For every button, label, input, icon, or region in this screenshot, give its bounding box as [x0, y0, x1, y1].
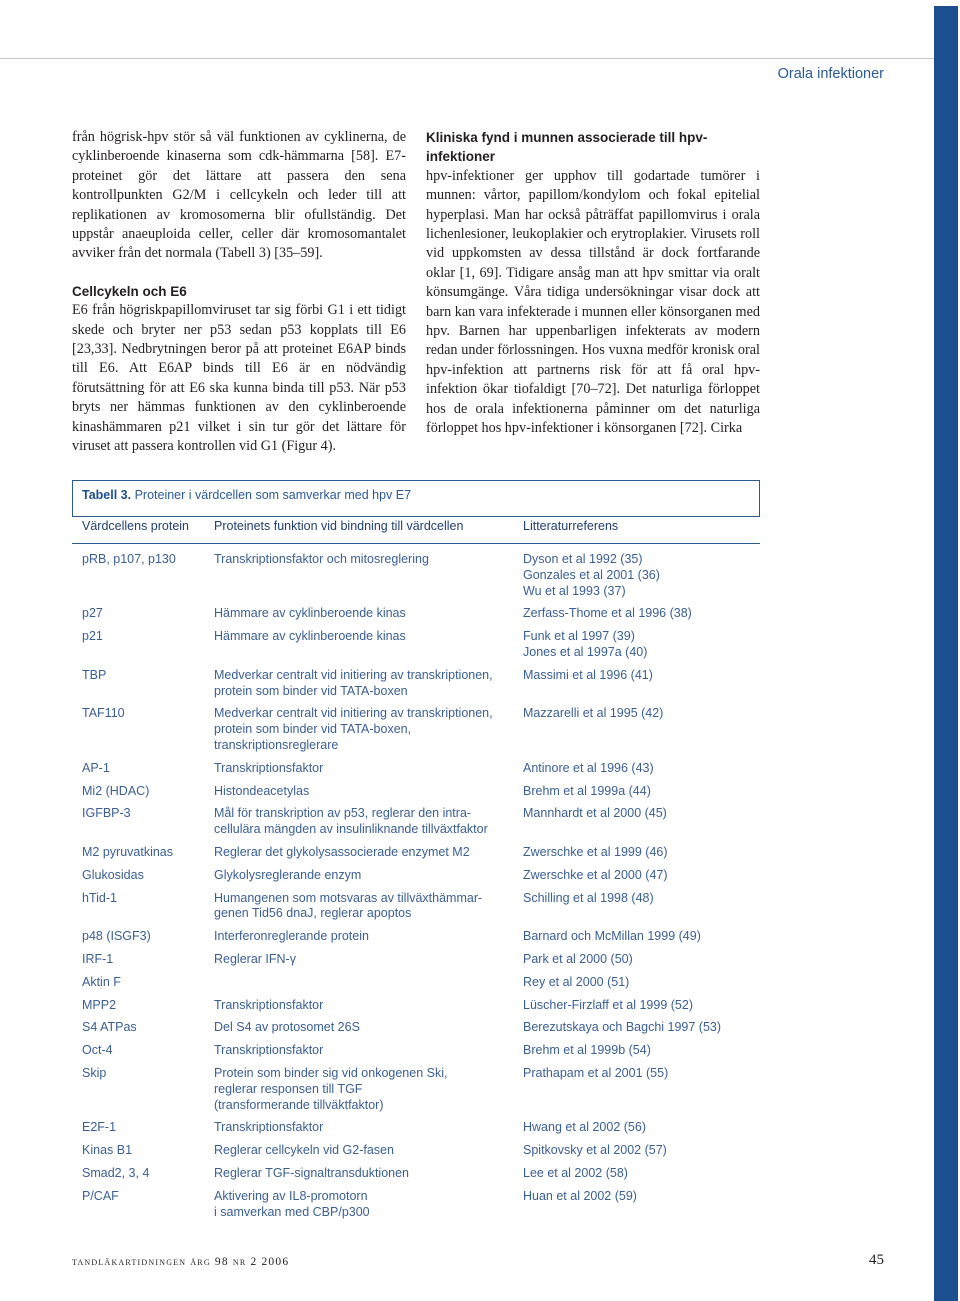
- cell-function: Humangenen som motsvaras av tillväxthämmar- genen Tid56 dnaJ, reglerar apoptos: [214, 890, 483, 921]
- cell-reference: Dyson et al 1992 (35) Gonzales et al 2001 (36) Wu et al 1993 (37): [523, 552, 660, 598]
- cell-function: Hämmare av cyklinberoende kinas: [214, 629, 406, 644]
- cell-protein: Mi2 (HDAC): [82, 783, 150, 798]
- table-row: [72, 552, 760, 599]
- cell-protein: p27: [82, 606, 103, 621]
- cell-reference: Lüscher-Firzlaff et al 1999 (52): [523, 997, 693, 1012]
- cell-protein: M2 pyruvatkinas: [82, 844, 174, 859]
- cell-protein: P/CAF: [82, 1188, 119, 1203]
- table-body: [72, 544, 760, 1220]
- left-column: [72, 128, 406, 457]
- left-subheading: Cellcykeln och E6: [72, 283, 187, 299]
- cell-function: Aktivering av IL8-promotorn i samverkan med CBP/p300: [214, 1188, 370, 1219]
- right-paragraph: hpv-infektioner ger upphov till godartade tumörer i munnen: vårtor, papillom/kondylom och fokal epitelial hyperplasi. Man har också påträffat papillomvirus i orala lichenlesioner, leukoplakier och erytroplakier. Virusets roll vid uppkomsten av dessa tillstånd är dock fortfarande oklar [1, 69]. Tidigare ansåg man att hpv smittar via oralt könsumgänge. Våra tidiga undersökningar visar dock att barn kan vara infekterade i munnen eller könsorganen med hpv. Barnen har uppenbarligen infekterats av modern redan under förlossningen. Hos vuxna medför kronisk oral hpv-infektion att partnerns risk för att få oral hpv-infektion ökar tiofaldigt [70–72]. Det naturliga förloppet hos de orala infektionerna påminner om det naturliga förloppet hos hpv-infektioner i könsorganen [72]. Cirka: [426, 167, 760, 437]
- cell-reference: Mannhardt et al 2000 (45): [523, 806, 667, 821]
- table-label: Tabell 3.: [82, 488, 132, 502]
- table-row: [72, 668, 760, 700]
- table-row: [72, 891, 760, 923]
- right-subheading: Kliniska fynd i munnen associerade till hpv-infektioner: [426, 130, 708, 165]
- table-row: [72, 845, 760, 861]
- table-row: [72, 1066, 760, 1113]
- table-row: [72, 1020, 760, 1036]
- cell-reference: Zerfass-Thome et al 1996 (38): [523, 606, 692, 621]
- cell-reference: Schilling et al 1998 (48): [523, 890, 654, 905]
- table-row: [72, 952, 760, 968]
- header-rule: [0, 58, 934, 59]
- cell-function: Transkriptionsfaktor: [214, 997, 324, 1012]
- cell-protein: TBP: [82, 667, 107, 682]
- left-paragraph-2: E6 från högriskpapillomviruset tar sig förbi G1 i ett tidigt skede och bryter ner p53 sedan p53 kopplats till E6 [23,33]. Nedbrytningen beror på att proteinet E6AP binds till E6. Att E6AP binds till E6 är en nödvändig förutsättning för att E6 ska kunna binda till p53. När p53 bryts ner hämmas funktionen av den cyklinberoende kinashämmaren p21 vilket i sin tur gör det lättare för viruset att passera kontrollen vid G1 (Figur 4).: [72, 302, 406, 455]
- table-row: [72, 806, 760, 838]
- cell-function: Histondeacetylas: [214, 783, 310, 798]
- table-row: [72, 868, 760, 884]
- cell-function: Transkriptionsfaktor: [214, 1120, 324, 1135]
- table-row: [72, 1143, 760, 1159]
- table-row: [72, 975, 760, 991]
- cell-function: Interferonreglerande protein: [214, 929, 369, 944]
- table-row: [72, 998, 760, 1014]
- header-function: Proteinets funktion vid bindning till värdcellen: [214, 519, 464, 533]
- cell-function: Medverkar centralt vid initiering av transkriptionen, protein som binder vid TATA-boxen: [214, 667, 493, 698]
- cell-protein: p21: [82, 629, 103, 644]
- section-header: Orala infektioner: [777, 66, 884, 82]
- cell-protein: S4 ATPas: [82, 1020, 137, 1035]
- side-color-bar: [934, 6, 958, 1301]
- cell-protein: Oct-4: [82, 1043, 113, 1058]
- cell-function: [214, 975, 523, 991]
- cell-protein: hTid-1: [82, 890, 117, 905]
- table-row: [72, 1189, 760, 1221]
- cell-function: Reglerar TGF-signaltransduktionen: [214, 1165, 410, 1180]
- table-row: [72, 1120, 760, 1136]
- cell-reference: Huan et al 2002 (59): [523, 1188, 637, 1203]
- header-protein: Värdcellens protein: [82, 519, 190, 533]
- table-row: [72, 929, 760, 945]
- cell-function: Reglerar IFN-γ: [214, 951, 296, 966]
- cell-reference: Berezutskaya och Bagchi 1997 (53): [523, 1020, 722, 1035]
- cell-function: Reglerar det glykolysassocierade enzymet M2: [214, 844, 470, 859]
- cell-reference: Hwang et al 2002 (56): [523, 1120, 646, 1135]
- cell-reference: Barnard och McMillan 1999 (49): [523, 929, 701, 944]
- cell-protein: AP-1: [82, 760, 110, 775]
- cell-reference: Brehm et al 1999a (44): [523, 783, 651, 798]
- journal-footer: tandläkartidningen årg 98 nr 2 2006: [72, 1256, 290, 1268]
- cell-function: Medverkar centralt vid initiering av transkriptionen, protein som binder vid TATA-boxen, transkriptionsreglerare: [214, 706, 493, 752]
- cell-function: Transkriptionsfaktor och mitosreglering: [214, 552, 429, 566]
- cell-protein: TAF110: [82, 706, 125, 721]
- cell-protein: IGFBP-3: [82, 806, 131, 821]
- cell-reference: Spitkovsky et al 2002 (57): [523, 1143, 667, 1158]
- cell-reference: Lee et al 2002 (58): [523, 1165, 628, 1180]
- cell-function: Reglerar cellcykeln vid G2-fasen: [214, 1143, 394, 1158]
- cell-reference: Massimi et al 1996 (41): [523, 667, 653, 682]
- table-caption-text: Proteiner i värdcellen som samverkar med hpv E7: [134, 488, 412, 502]
- cell-function: Del S4 av protosomet 26S: [214, 1020, 360, 1035]
- cell-reference: Mazzarelli et al 1995 (42): [523, 706, 664, 721]
- protein-table: [72, 516, 760, 1227]
- cell-protein: p48 (ISGF3): [82, 929, 151, 944]
- cell-reference: Rey et al 2000 (51): [523, 974, 630, 989]
- cell-protein: Smad2, 3, 4: [82, 1165, 150, 1180]
- cell-function: Transkriptionsfaktor: [214, 1043, 324, 1058]
- header-reference: Litteraturreferens: [523, 519, 619, 533]
- cell-function: Transkriptionsfaktor: [214, 760, 324, 775]
- cell-reference: Zwerschke et al 2000 (47): [523, 867, 668, 882]
- cell-function: Glykolysreglerande enzym: [214, 867, 362, 882]
- table-row: [72, 629, 760, 661]
- table-row: [72, 1043, 760, 1059]
- table-row: [72, 706, 760, 753]
- cell-reference: Funk et al 1997 (39) Jones et al 1997a (40): [523, 629, 648, 659]
- left-paragraph-1: från högrisk-hpv stör så väl funktionen av cyklinerna, de cyklinberoende kinaserna som cdk-hämmarna [58]. E7-proteinet gör det lättare att passera den sena kontrollpunkten G2/M i cellcykeln och leder till att replikationen av kromosomerna blir ofullständig. Det uppstår anaeuploida celler, celler där kromosomantalet avviker från det normala (Tabell 3) [35–59].: [72, 129, 406, 262]
- cell-protein: Skip: [82, 1065, 107, 1080]
- cell-protein: MPP2: [82, 997, 117, 1012]
- cell-reference: Park et al 2000 (50): [523, 951, 633, 966]
- cell-protein: Aktin F: [82, 974, 121, 989]
- page-number: 45: [869, 1252, 884, 1268]
- table-row: [72, 761, 760, 777]
- cell-function: Protein som binder sig vid onkogenen Ski, reglerar responsen till TGF (transformerande tillväktfaktor): [214, 1065, 448, 1112]
- cell-protein: Kinas B1: [82, 1143, 133, 1158]
- right-column: [426, 128, 760, 439]
- table-header-row: [72, 516, 760, 544]
- cell-reference: Antinore et al 1996 (43): [523, 760, 654, 775]
- cell-reference: Prathapam et al 2001 (55): [523, 1065, 669, 1080]
- table-row: [72, 606, 760, 622]
- cell-protein: E2F-1: [82, 1120, 117, 1135]
- cell-protein: IRF-1: [82, 951, 114, 966]
- cell-function: Hämmare av cyklinberoende kinas: [214, 606, 406, 621]
- cell-function: Mål för transkription av p53, reglerar den intra- cellulära mängden av insulinliknande tillväxtfaktor: [214, 806, 488, 837]
- table-row: [72, 1166, 760, 1182]
- cell-reference: Brehm et al 1999b (54): [523, 1043, 651, 1058]
- cell-protein: pRB, p107, p130: [82, 552, 176, 566]
- cell-reference: Zwerschke et al 1999 (46): [523, 844, 668, 859]
- table-row: [72, 784, 760, 800]
- cell-protein: Glukosidas: [82, 867, 144, 882]
- table-caption: [82, 488, 411, 502]
